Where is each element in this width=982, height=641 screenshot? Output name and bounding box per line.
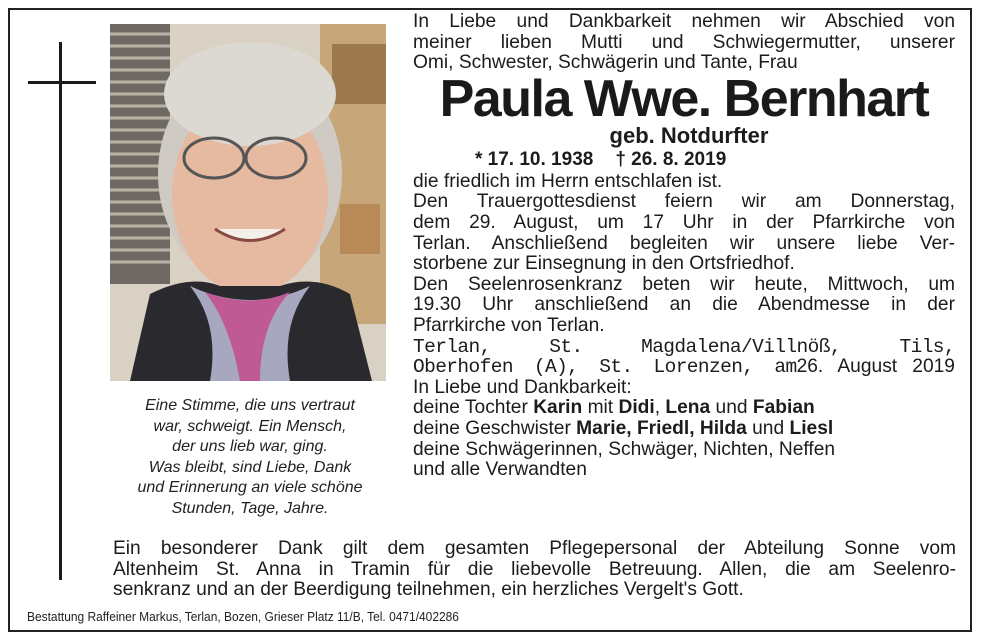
mourner-name: Marie, Friedl, Hilda: [576, 417, 747, 439]
place-line: Terlan, St. Magdalena/Villnöß, Tils,: [413, 335, 955, 358]
mourner-name: Karin: [533, 397, 583, 419]
life-dates: [475, 148, 955, 172]
memorial-poem: [112, 396, 388, 519]
birth-date: * 17. 10. 1938: [475, 148, 594, 170]
notice-date: 26. August 2019: [796, 356, 955, 378]
mourner-prefix: deine Geschwister: [413, 417, 577, 439]
poem-line: Eine Stimme, die uns vertraut: [145, 397, 355, 414]
body-line: dem 29. August, um 17 Uhr in der Pfarrkirche von: [413, 211, 955, 233]
mourner-connector: ,: [654, 397, 666, 419]
mourner-name: Liesl: [789, 417, 834, 439]
mourner-connector: und: [746, 417, 790, 439]
mourner-inlaws: deine Schwägerinnen, Schwäger, Nichten, Neffen: [413, 438, 836, 460]
poem-line: und Erinnerung an viele schöne: [137, 479, 363, 496]
poem-line: Stunden, Tage, Jahre.: [171, 499, 329, 517]
place-text: Oberhofen (A), St. Lorenzen, am: [413, 356, 797, 379]
maiden-name: geb. Notdurfter: [609, 122, 769, 148]
intro-line: Omi, Schwester, Schwägerin und Tante, Frau: [413, 52, 798, 74]
cross-vertical-bar: [59, 42, 62, 580]
thanks-paragraph: [113, 539, 956, 601]
mourner-name: Didi: [618, 397, 655, 419]
thanks-line: Altenheim St. Anna in Tramin für die liebevolle Betreuung. Allen, die am Seelenro-: [113, 558, 956, 580]
thanks-line: Ein besonderer Dank gilt dem gesamten Pflegepersonal der Abteilung Sonne vom: [113, 538, 956, 559]
mourner-name: Lena: [665, 397, 711, 419]
body-line: storbene zur Einsegnung in den Ortsfriedhof.: [413, 253, 795, 275]
intro-line: In Liebe und Dankbarkeit nehmen wir Abschied von: [413, 11, 955, 32]
poem-line: Was bleibt, sind Liebe, Dank: [148, 458, 352, 476]
place-date-line: [413, 357, 955, 378]
obituary-text-column: [413, 12, 955, 481]
mourner-name: Fabian: [752, 397, 815, 419]
mourner-connector: und: [710, 397, 753, 419]
death-date: † 26. 8. 2019: [615, 148, 727, 170]
mourner-siblings: [413, 419, 955, 440]
body-line: Den Seelenrosenkranz beten wir heute, Mittwoch, um: [413, 273, 955, 295]
poem-line: der uns lieb war, ging.: [172, 438, 328, 455]
cross-horizontal-bar: [28, 81, 96, 84]
body-line: die friedlich im Herrn entschlafen ist.: [413, 170, 723, 192]
portrait-photo: [110, 24, 386, 381]
poem-line: war, schweigt. Ein Mensch,: [153, 417, 347, 435]
mourner-prefix: deine Tochter: [413, 397, 534, 419]
intro-line: meiner lieben Mutti und Schwiegermutter, unserer: [413, 31, 955, 53]
body-line: Den Trauergottesdienst feiern wir am Donnerstag,: [413, 191, 955, 213]
body-line: Pfarrkirche von Terlan.: [413, 314, 605, 336]
mourner-connector: mit: [582, 397, 619, 419]
body-line: Terlan. Anschließend begleiten wir unsere liebe Ver-: [413, 232, 955, 254]
mourner-daughter: [413, 398, 955, 419]
mourners-intro: In Liebe und Dankbarkeit:: [413, 376, 632, 398]
mourner-relatives: und alle Verwandten: [413, 459, 587, 481]
thanks-line: senkranz und an der Beerdigung teilnehmen, ein herzliches Vergelt's Gott.: [113, 579, 744, 601]
body-line: 19.30 Uhr anschließend an die Abendmesse in der: [413, 294, 955, 316]
deceased-name: Paula Wwe. Bernhart: [439, 69, 929, 128]
funeral-home-footer: Bestattung Raffeiner Markus, Terlan, Bozen, Grieser Platz 11/B, Tel. 0471/402286: [27, 609, 459, 624]
